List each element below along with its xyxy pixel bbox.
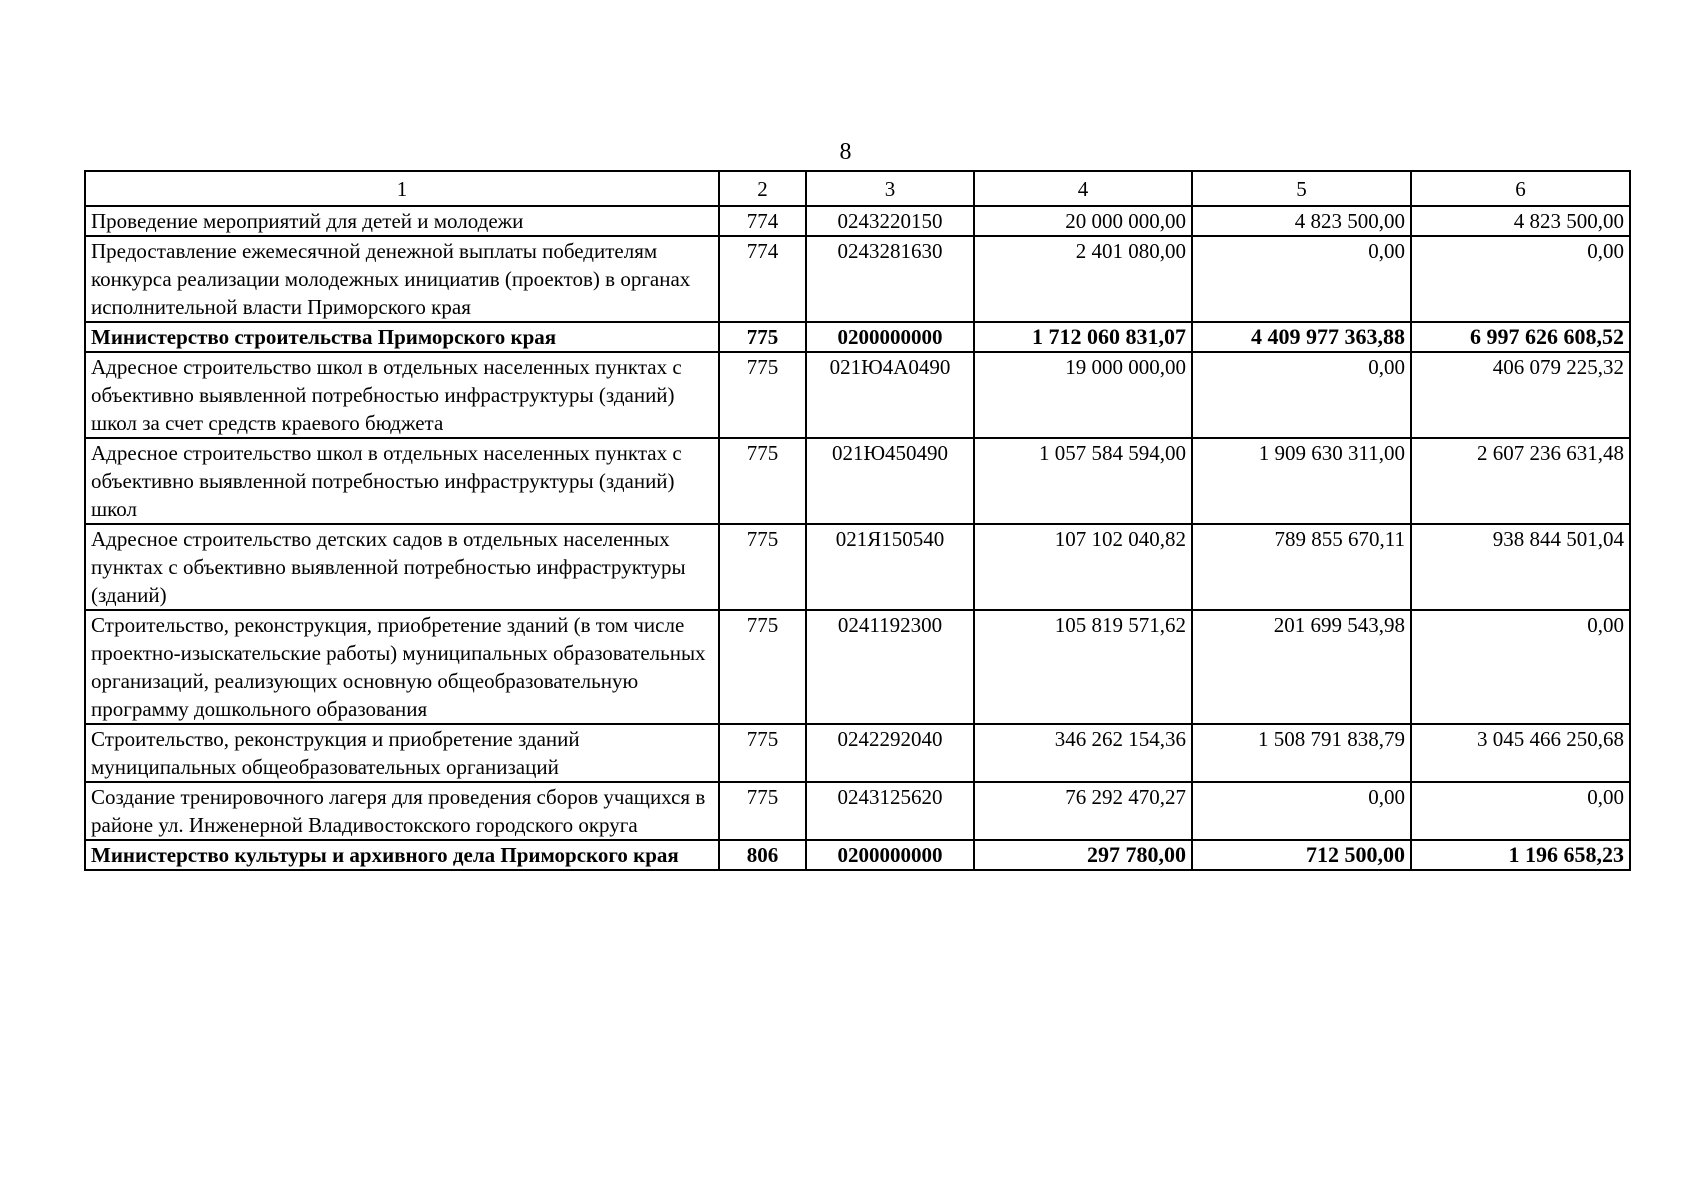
row-value-cell: 19 000 000,00 [974, 352, 1192, 438]
column-header: 2 [719, 171, 806, 206]
table-row [85, 236, 1630, 322]
row-value-cell: 4 409 977 363,88 [1192, 322, 1411, 352]
row-value-cell: 346 262 154,36 [974, 724, 1192, 782]
row-name-cell: Создание тренировочного лагеря для проведения сборов учащихся в районе ул. Инженерной Владивостокского городского округа [85, 782, 719, 840]
table-row [85, 352, 1630, 438]
row-value-cell: 2 401 080,00 [974, 236, 1192, 322]
row-value-cell: 76 292 470,27 [974, 782, 1192, 840]
row-value-cell: 0,00 [1192, 236, 1411, 322]
column-header: 3 [806, 171, 974, 206]
row-value-cell: 1 909 630 311,00 [1192, 438, 1411, 524]
row-target-code-cell: 0243281630 [806, 236, 974, 322]
row-value-cell: 201 699 543,98 [1192, 610, 1411, 724]
table-row [85, 610, 1630, 724]
row-code-cell: 774 [719, 206, 806, 236]
row-target-code-cell: 0200000000 [806, 322, 974, 352]
table-row [85, 724, 1630, 782]
row-value-cell: 20 000 000,00 [974, 206, 1192, 236]
table-row [85, 206, 1630, 236]
row-value-cell: 0,00 [1411, 782, 1630, 840]
table-row-total [85, 322, 1630, 352]
row-name-cell: Строительство, реконструкция и приобретение зданий муниципальных общеобразовательных организаций [85, 724, 719, 782]
row-target-code-cell: 0241192300 [806, 610, 974, 724]
table-header-row [85, 171, 1630, 206]
row-code-cell: 774 [719, 236, 806, 322]
row-value-cell: 0,00 [1192, 352, 1411, 438]
row-value-cell: 1 712 060 831,07 [974, 322, 1192, 352]
row-value-cell: 1 057 584 594,00 [974, 438, 1192, 524]
column-header: 4 [974, 171, 1192, 206]
row-target-code-cell: 021Ю450490 [806, 438, 974, 524]
table-row-total [85, 840, 1630, 870]
row-target-code-cell: 021Ю4А0490 [806, 352, 974, 438]
row-code-cell: 775 [719, 352, 806, 438]
row-name-cell: Строительство, реконструкция, приобретение зданий (в том числе проектно-изыскательские работы) муниципальных образовательных организаций, реализующих основную общеобразовательную программу дошкольного образования [85, 610, 719, 724]
row-target-code-cell: 0243220150 [806, 206, 974, 236]
row-code-cell: 775 [719, 610, 806, 724]
row-name-cell: Предоставление ежемесячной денежной выплаты победителям конкурса реализации молодежных инициатив (проектов) в органах исполнительной власти Приморского края [85, 236, 719, 322]
row-name-cell: Министерство строительства Приморского края [85, 322, 719, 352]
row-code-cell: 775 [719, 524, 806, 610]
row-value-cell: 4 823 500,00 [1192, 206, 1411, 236]
column-header: 1 [85, 171, 719, 206]
row-value-cell: 4 823 500,00 [1411, 206, 1630, 236]
row-name-cell: Проведение мероприятий для детей и молодежи [85, 206, 719, 236]
row-value-cell: 2 607 236 631,48 [1411, 438, 1630, 524]
row-target-code-cell: 0243125620 [806, 782, 974, 840]
row-value-cell: 6 997 626 608,52 [1411, 322, 1630, 352]
row-value-cell: 789 855 670,11 [1192, 524, 1411, 610]
table-row [85, 524, 1630, 610]
table-row [85, 782, 1630, 840]
row-code-cell: 806 [719, 840, 806, 870]
row-value-cell: 1 196 658,23 [1411, 840, 1630, 870]
row-value-cell: 1 508 791 838,79 [1192, 724, 1411, 782]
row-code-cell: 775 [719, 724, 806, 782]
row-name-cell: Адресное строительство школ в отдельных населенных пунктах с объективно выявленной потребностью инфраструктуры (зданий) школ за счет средств краевого бюджета [85, 352, 719, 438]
row-code-cell: 775 [719, 438, 806, 524]
budget-table [84, 170, 1631, 871]
row-value-cell: 938 844 501,04 [1411, 524, 1630, 610]
row-value-cell: 107 102 040,82 [974, 524, 1192, 610]
row-target-code-cell: 021Я150540 [806, 524, 974, 610]
row-value-cell: 0,00 [1192, 782, 1411, 840]
row-value-cell: 712 500,00 [1192, 840, 1411, 870]
row-target-code-cell: 0242292040 [806, 724, 974, 782]
column-header: 5 [1192, 171, 1411, 206]
page-number: 8 [839, 139, 852, 165]
row-value-cell: 105 819 571,62 [974, 610, 1192, 724]
table-row [85, 438, 1630, 524]
row-name-cell: Адресное строительство детских садов в отдельных населенных пунктах с объективно выявленной потребностью инфраструктуры (зданий) [85, 524, 719, 610]
row-code-cell: 775 [719, 782, 806, 840]
row-value-cell: 0,00 [1411, 236, 1630, 322]
column-header: 6 [1411, 171, 1630, 206]
row-name-cell: Министерство культуры и архивного дела Приморского края [85, 840, 719, 870]
row-value-cell: 406 079 225,32 [1411, 352, 1630, 438]
row-value-cell: 3 045 466 250,68 [1411, 724, 1630, 782]
row-target-code-cell: 0200000000 [806, 840, 974, 870]
row-value-cell: 297 780,00 [974, 840, 1192, 870]
row-value-cell: 0,00 [1411, 610, 1630, 724]
row-name-cell: Адресное строительство школ в отдельных населенных пунктах с объективно выявленной потребностью инфраструктуры (зданий) школ [85, 438, 719, 524]
row-code-cell: 775 [719, 322, 806, 352]
